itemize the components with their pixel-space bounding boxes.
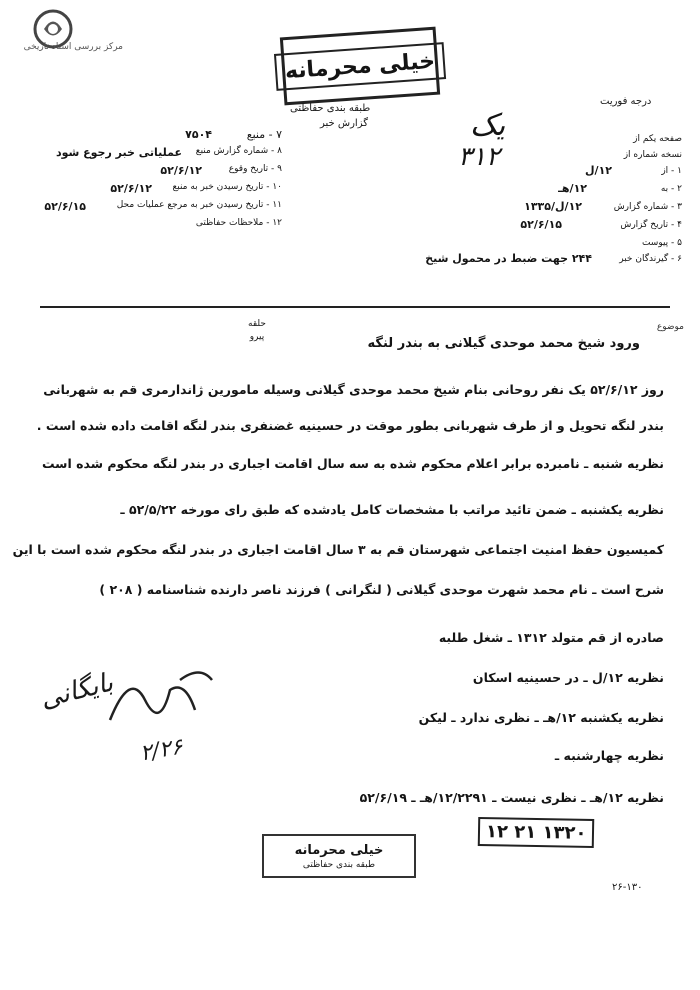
field-row — [20, 128, 282, 146]
body-line: صادره از قم متولد ۱۳۱۲ ـ شغل طلبه — [438, 630, 664, 645]
bottom-classification-stamp — [262, 834, 416, 878]
field-value: ۱۲/ل — [585, 164, 612, 177]
margin-note — [248, 318, 266, 344]
field-label: ۷ - منبع — [246, 128, 282, 141]
margin-note-line: پیرو — [249, 332, 265, 342]
body-line: نظریه شنبه ـ نامبرده برابر اعلام محکوم شده به سه سال اقامت اجباری در بندر لنگه محکوم شده است — [41, 456, 664, 471]
field-label: ۶ - گیرندگان خبر — [619, 254, 682, 264]
field-label: ۲ - به — [660, 184, 682, 194]
field-row — [20, 164, 282, 182]
field-value: ۷۵۰۴ — [185, 128, 212, 141]
body-line: بندر لنگه تحویل و از طرف شهربانی بطور موقت در حسینیه غضنفری بندر لنگه اقامت داده شده است . — [36, 418, 664, 433]
footer-code: ۲۶-۱۳۰ — [612, 882, 643, 893]
body-line: نظریه یکشنبه ـ ضمن تائید مراتب با مشخصات کامل یادشده که طبق رای مورخه ۵۲/۵/۲۲ ـ — [120, 502, 664, 517]
field-label: ۵ - پیوست — [641, 238, 682, 248]
handwritten-date: ۲/۲۶ — [138, 734, 185, 767]
bottom-stamp-title: خیلی محرمانه — [294, 842, 384, 858]
field-value: ۲۴۴ جهت ضبط در محمول شیخ — [425, 252, 592, 265]
body-line: نظریه ۱۲/هـ ـ نظری نیست ـ ۱۲/۲۲۹۱/هـ ـ ۵۲/۶/۱۹ — [359, 790, 664, 805]
classification-label: طبقه بندی حفاظتی — [290, 103, 371, 114]
field-row — [20, 146, 282, 164]
field-value: ۱۲/ل/۱۳۳۵ — [524, 200, 582, 213]
priority-label: درجه فوریت — [600, 96, 652, 107]
handwritten-page-count: یک — [470, 108, 506, 143]
logo-caption: مرکز بررسی اسناد تاریخی — [23, 42, 123, 52]
field-label: ۹ - تاریخ وقوع — [228, 164, 282, 174]
field-value: ۵۲/۶/۱۲ — [110, 182, 152, 195]
field-label: ۴ - تاریخ گزارش — [620, 220, 682, 230]
bottom-stamp-subtitle: طبقه بندی حفاظتی — [302, 859, 376, 870]
field-label: ۸ - شماره گزارش منبع — [195, 146, 282, 156]
field-value: ۱۲/هـ — [558, 182, 587, 195]
body-line: نظریه چهارشنبه ـ — [554, 748, 664, 763]
subject-text: ورود شیخ محمد موحدی گیلانی به بندر لنگه — [367, 336, 640, 351]
handwritten-note: بایگانی — [37, 667, 117, 715]
body-line: کمیسیون حفظ امنیت اجتماعی شهرستان قم به ۳ سال اقامت اجباری در بندر لنگه محکوم شده است با این — [12, 542, 664, 557]
subject-label: موضوع — [656, 322, 684, 332]
registration-number-stamp: ۱۳۲۰ ۲۱ ۱۲ — [478, 817, 595, 848]
body-line: روز ۵۲/۶/۱۲ یک نفر روحانی بنام شیخ محمد موحدی گیلانی وسیله مامورین ژاندارمری قم به شهربانی — [43, 382, 664, 397]
body-line: نظریه یکشنبه ۱۲/هـ ـ نظری ندارد ـ لیکن — [418, 710, 664, 725]
divider — [40, 306, 670, 308]
report-type: گزارش خبر — [320, 118, 368, 129]
handwritten-copy-number: ۳۱۲ — [458, 142, 500, 172]
right-fields — [380, 134, 682, 284]
field-label: صفحه یکم از — [633, 134, 682, 144]
field-value: ۵۲/۶/۱۵ — [520, 218, 562, 231]
classification-stamp — [280, 27, 440, 106]
field-label: ۱۲ - ملاحظات حفاظتی — [195, 218, 282, 228]
field-value: ۵۲/۶/۱۵ — [44, 200, 86, 213]
field-row — [20, 218, 282, 236]
field-label: ۱ - از — [661, 166, 682, 176]
signature-scribble-icon — [100, 660, 220, 740]
classification-stamp-text: خیلی محرمانه — [274, 42, 447, 91]
body-line: شرح است ـ نام محمد شهرت موحدی گیلانی ( لنگرانی ) فرزند ناصر دارنده شناسنامه ( ۲۰۸ ) — [99, 582, 664, 597]
margin-note-line: حلقه — [248, 319, 266, 329]
field-row — [20, 200, 282, 218]
field-label: نسخه شماره از — [623, 150, 682, 160]
field-label: ۳ - شماره گزارش — [613, 202, 682, 212]
field-value: عملیاتی خبر رجوع شود — [55, 146, 182, 159]
field-label: ۱۱ - تاریخ رسیدن خبر به مرجع عملیات محل — [116, 200, 282, 210]
body-line: نظریه ۱۲/ل ـ در حسینیه اسکان — [472, 670, 664, 685]
field-value: ۵۲/۶/۱۲ — [160, 164, 202, 177]
field-label: ۱۰ - تاریخ رسیدن خبر به منبع — [172, 182, 282, 192]
field-row — [20, 182, 282, 200]
